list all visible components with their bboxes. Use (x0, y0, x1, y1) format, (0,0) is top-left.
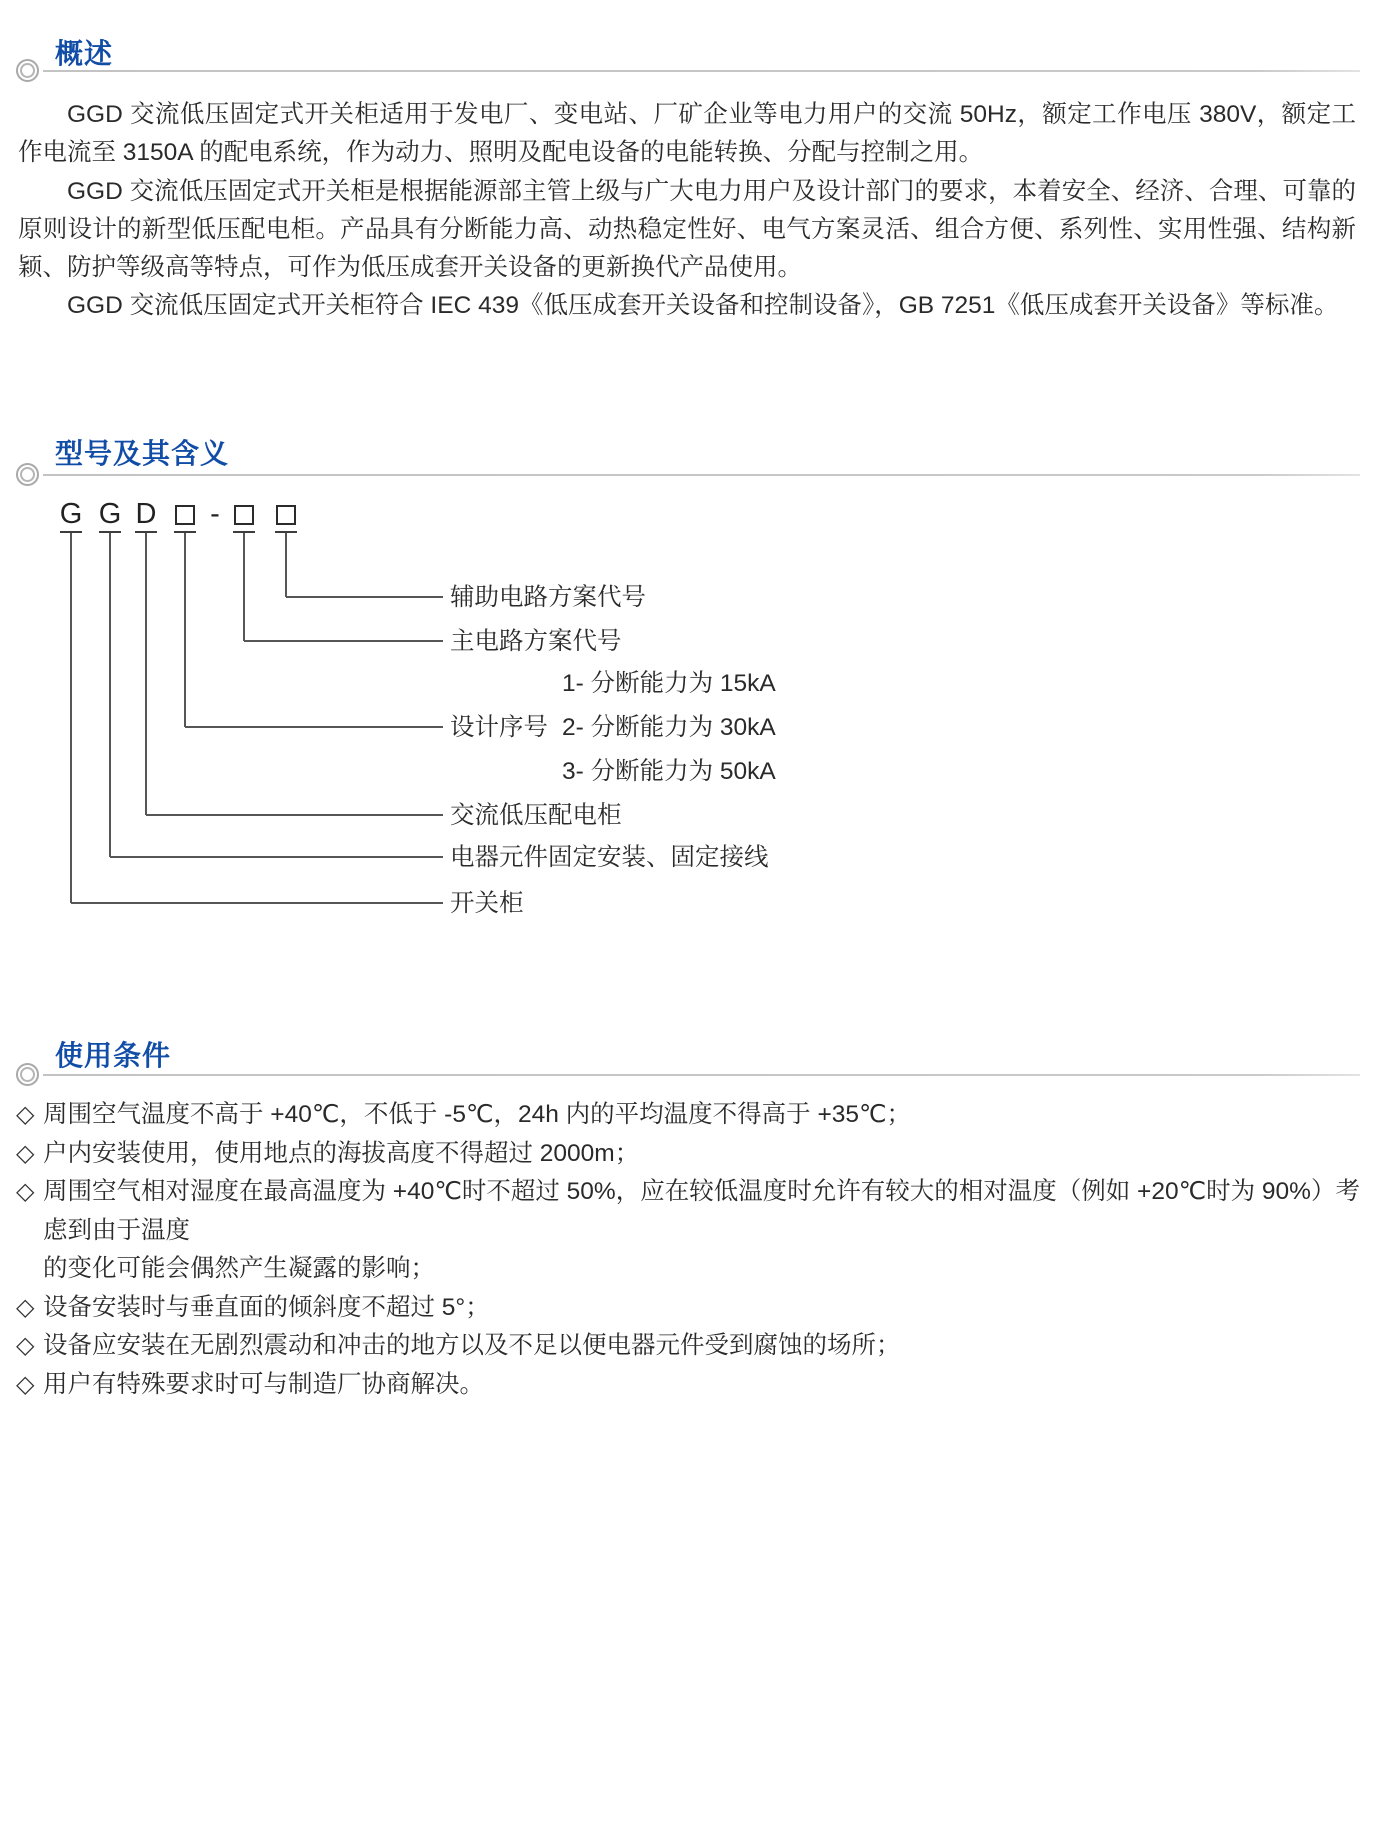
diagram-connector-line (185, 726, 443, 728)
model-code-letter: G (59, 498, 83, 530)
diamond-bullet-icon: ◇ (16, 1139, 35, 1167)
label-ac-lv-cabinet: 交流低压配电柜 (450, 802, 622, 829)
section-title-model: 型号及其含义 (55, 438, 230, 469)
overview-paragraph: GGD 交流低压固定式开关柜适用于发电厂、变电站、厂矿企业等电力用户的交流 50Hz，额定工作电压 380V，额定工作电流至 3150A 的配电系统，作为动力、照明及配电设备的电能转换、分配与控制之用。 (18, 101, 1356, 167)
diagram-connector-line (286, 596, 443, 598)
diamond-bullet-icon: ◇ (16, 1101, 35, 1128)
section-ring-icon (16, 1063, 39, 1086)
overview-paragraph: GGD 交流低压固定式开关柜符合 IEC 439《低压成套开关设备和控制设备》，GB 7251《低压成套开关设备》等标准。 (67, 292, 1339, 320)
section-ring-icon (16, 59, 39, 82)
diagram-connector-line (146, 814, 443, 816)
diagram-connector-line (184, 533, 186, 727)
label-breaking-capacity-1: 1- 分断能力为 15kA (562, 670, 776, 697)
section-title-overview: 概述 (55, 38, 114, 69)
diamond-bullet-icon: ◇ (16, 1370, 35, 1398)
label-switchgear: 开关柜 (450, 890, 524, 917)
model-code-box (276, 505, 296, 525)
diamond-bullet-icon: ◇ (16, 1332, 35, 1359)
diagram-connector-line (243, 533, 245, 641)
conditions-list (18, 1096, 1363, 1404)
section-divider (43, 70, 1360, 72)
diagram-connector-line (71, 902, 443, 904)
condition-text: 周围空气相对湿度在最高温度为 +40℃时不超过 50%，应在较低温度时允许有较大的相对温度（例如 +20℃时为 90%）考虑到由于温度 (43, 1178, 1360, 1244)
model-code-box (234, 505, 254, 525)
condition-item (18, 1173, 1363, 1289)
condition-item (18, 1135, 1363, 1174)
section-title-conditions: 使用条件 (55, 1040, 172, 1071)
section-ring-icon (16, 463, 39, 486)
condition-text: 用户有特殊要求时可与制造厂协商解决。 (43, 1370, 484, 1398)
diagram-connector-line (109, 533, 111, 857)
overview-paragraph: GGD 交流低压固定式开关柜是根据能源部主管上级与广大电力用户及设计部门的要求，本着安全、经济、合理、可靠的原则设计的新型低压配电柜。产品具有分断能力高、动热稳定性好、电气方案灵活、组合方便、系列性、实用性强、结构新颖、防护等级高等特点，可作为低压成套开关设备的更新换代产品使用。 (18, 177, 1356, 282)
label-design-serial: 设计序号 (450, 714, 548, 741)
label-fixed-mounting: 电器元件固定安装、固定接线 (450, 844, 769, 871)
label-breaking-capacity-2: 2- 分断能力为 30kA (562, 714, 776, 741)
condition-item (18, 1289, 1363, 1328)
section-divider (43, 1074, 1360, 1076)
model-code-letter: G (98, 498, 122, 530)
condition-text: 的变化可能会偶然产生凝露的影响； (43, 1255, 435, 1282)
label-aux-circuit: 辅助电路方案代号 (450, 584, 646, 611)
model-code-box (175, 505, 195, 525)
label-breaking-capacity-3: 3- 分断能力为 50kA (562, 758, 776, 785)
condition-text: 户内安装使用，使用地点的海拔高度不得超过 2000m； (43, 1139, 640, 1167)
condition-item (18, 1096, 1363, 1135)
diagram-connector-line (285, 533, 287, 597)
model-code-dash: - (210, 498, 220, 530)
diagram-connector-line (145, 533, 147, 815)
model-code-letter: D (135, 498, 157, 530)
diamond-bullet-icon: ◇ (16, 1293, 35, 1321)
condition-text: 设备安装时与垂直面的倾斜度不超过 5°； (43, 1293, 490, 1321)
label-main-circuit: 主电路方案代号 (450, 628, 622, 655)
diagram-connector-line (110, 856, 443, 858)
diagram-connector-line (70, 533, 72, 903)
condition-item (18, 1366, 1363, 1405)
diagram-connector-line (244, 640, 443, 642)
condition-text: 设备应安装在无剧烈震动和冲击的地方以及不足以便电器元件受到腐蚀的场所； (43, 1332, 901, 1359)
condition-item (18, 1327, 1363, 1366)
diamond-bullet-icon: ◇ (16, 1178, 35, 1205)
overview-paragraphs (18, 96, 1356, 326)
section-divider (43, 474, 1360, 476)
condition-text: 周围空气温度不高于 +40℃，不低于 -5℃，24h 内的平均温度不得高于 +35℃； (43, 1101, 912, 1128)
